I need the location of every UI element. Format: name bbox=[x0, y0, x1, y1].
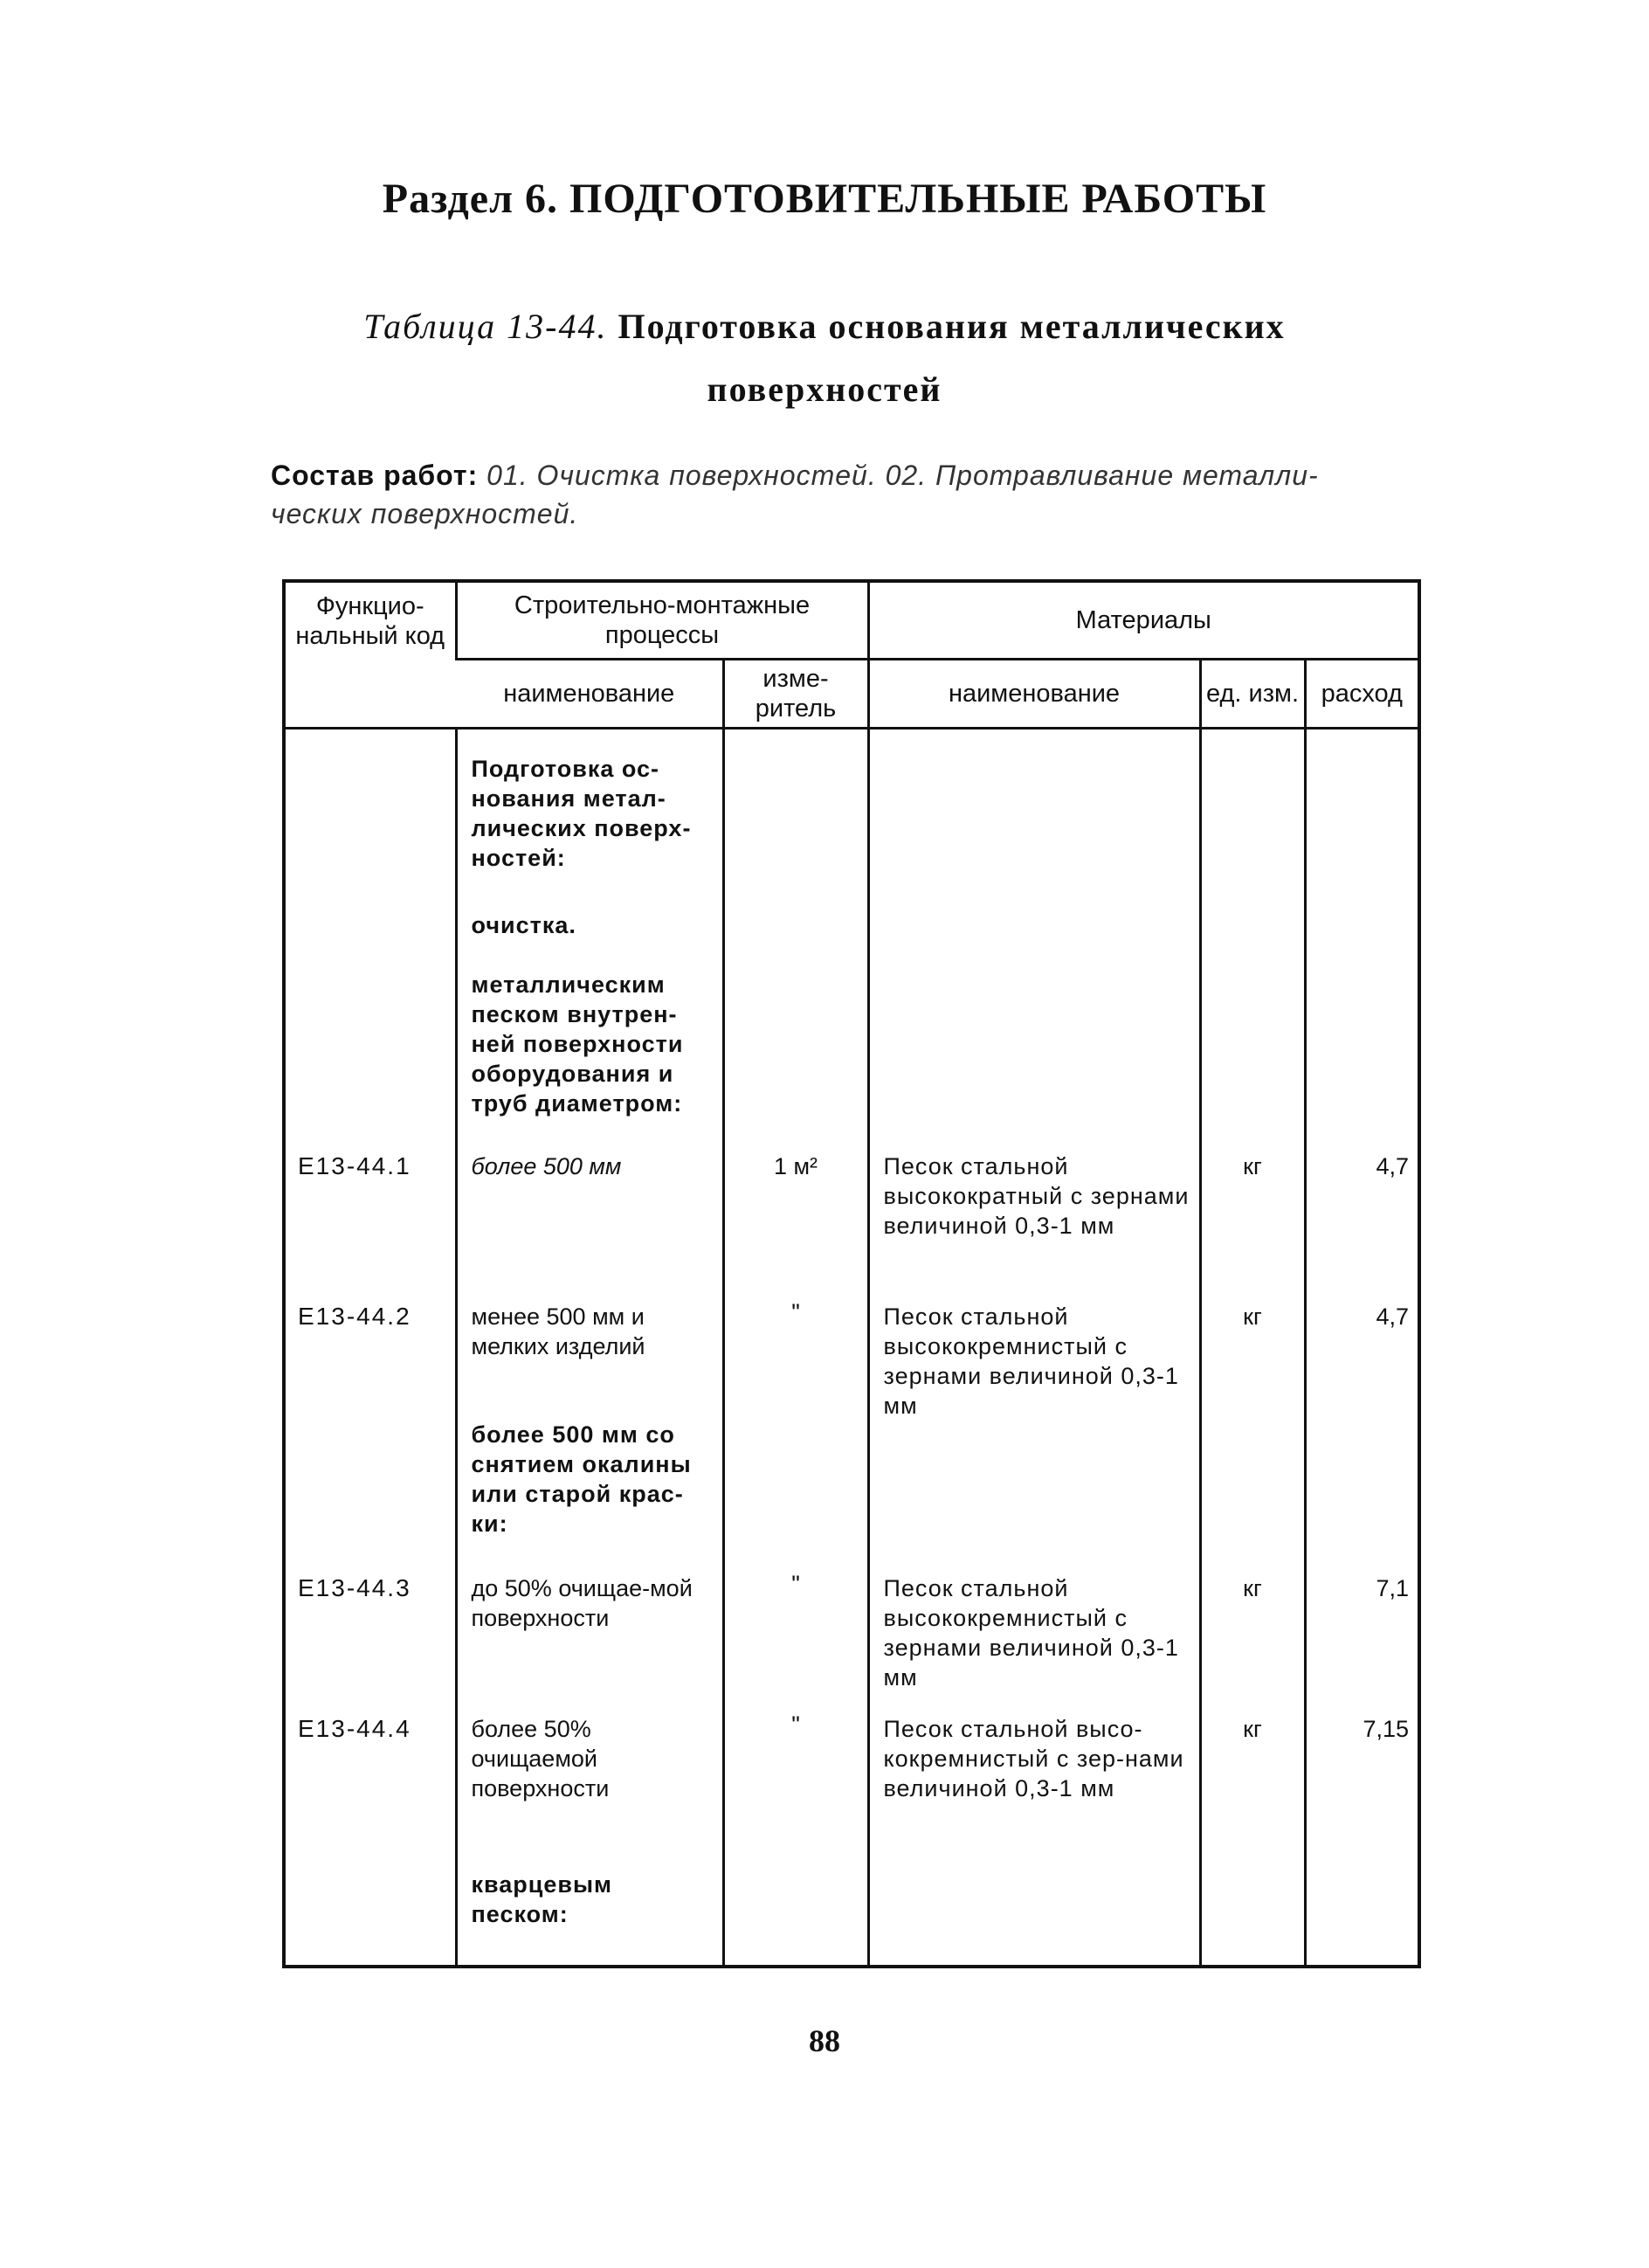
header-process-name: наименование bbox=[456, 660, 723, 729]
group-heading: металлическим песком внутрен-ней поверхности оборудования и труб диаметром: bbox=[471, 972, 684, 1117]
row-rate: 4,7 bbox=[1376, 1153, 1410, 1179]
work-composition bbox=[271, 456, 1424, 533]
material-unit-column bbox=[1200, 729, 1305, 1966]
row-material-unit: кг bbox=[1243, 1153, 1262, 1179]
row-name: до 50% очищае-мой поверхности bbox=[471, 1575, 693, 1631]
material-rate-column bbox=[1305, 729, 1418, 1966]
row-material-unit: кг bbox=[1243, 1575, 1262, 1601]
section-title: Раздел 6. ПОДГОТОВИТЕЛЬНЫЕ РАБОТЫ bbox=[382, 176, 1267, 222]
header-material-rate: расход bbox=[1305, 660, 1418, 729]
table-label: Таблица 13-44. bbox=[363, 307, 608, 346]
header-process-unit: изме-ритель bbox=[723, 660, 868, 729]
table-body-row bbox=[286, 729, 1418, 1966]
table-title-line1 bbox=[262, 295, 1387, 358]
header-code: Функцио-нальный код bbox=[286, 583, 456, 729]
row-rate: 7,15 bbox=[1363, 1716, 1410, 1742]
row-name: более 50% очищаемой поверхности bbox=[471, 1716, 610, 1801]
row-material: Песок стальной высококремнистый с зернами величиной 0,3-1 мм bbox=[883, 1303, 1179, 1419]
composition-line1: 01. Очистка поверхностей. 02. Протравливание металли- bbox=[486, 460, 1319, 491]
header-material-name: наименование bbox=[868, 660, 1200, 729]
table-title bbox=[262, 295, 1387, 421]
row-code: Е13-44.2 bbox=[298, 1303, 411, 1330]
row-code: Е13-44.1 bbox=[298, 1152, 411, 1179]
row-rate: 7,1 bbox=[1376, 1575, 1410, 1601]
row-unit: " bbox=[791, 1571, 800, 1597]
row-code: Е13-44.4 bbox=[298, 1715, 411, 1742]
row-unit: " bbox=[791, 1299, 800, 1325]
row-rate: 4,7 bbox=[1376, 1303, 1410, 1330]
composition-line2: ческих поверхностей. bbox=[271, 498, 579, 529]
row-unit: " bbox=[791, 1711, 800, 1738]
row-material-unit: кг bbox=[1243, 1303, 1262, 1330]
row-material: Песок стальной высокократный с зернами величиной 0,3-1 мм bbox=[883, 1153, 1190, 1239]
group-heading: Подготовка ос-нования метал-лических поверх-ностей: bbox=[471, 756, 692, 871]
material-name-column bbox=[868, 729, 1200, 1966]
row-name: более 500 мм bbox=[471, 1153, 622, 1179]
header-materials: Материалы bbox=[868, 583, 1418, 660]
row-material: Песок стальной высококремнистый с зернами величиной 0,3-1 мм bbox=[883, 1575, 1179, 1691]
process-unit-column bbox=[723, 729, 868, 1966]
row-name: менее 500 мм и мелких изделий bbox=[471, 1303, 645, 1359]
norms-table bbox=[282, 579, 1421, 1968]
table-title-text2: поверхностей bbox=[707, 370, 942, 409]
composition-lead: Состав работ: bbox=[271, 460, 479, 491]
table-title-text1: Подготовка основания металлических bbox=[618, 307, 1286, 346]
group-heading: кварцевым песком: bbox=[471, 1871, 613, 1927]
page-number: 88 bbox=[809, 2023, 840, 2058]
group-heading: очистка. bbox=[471, 912, 576, 938]
header-processes: Строительно-монтажные процессы bbox=[456, 583, 868, 660]
row-material: Песок стальной высо-кокремнистый с зер-нами величиной 0,3-1 мм bbox=[883, 1716, 1184, 1801]
group-heading: более 500 мм со снятием окалины или старой крас-ки: bbox=[471, 1421, 692, 1537]
header-material-unit: ед. изм. bbox=[1200, 660, 1305, 729]
row-material-unit: кг bbox=[1243, 1716, 1262, 1742]
row-unit: 1 м² bbox=[773, 1153, 818, 1179]
row-code: Е13-44.3 bbox=[298, 1574, 411, 1601]
code-column bbox=[286, 729, 456, 1966]
process-name-column bbox=[456, 729, 723, 1966]
